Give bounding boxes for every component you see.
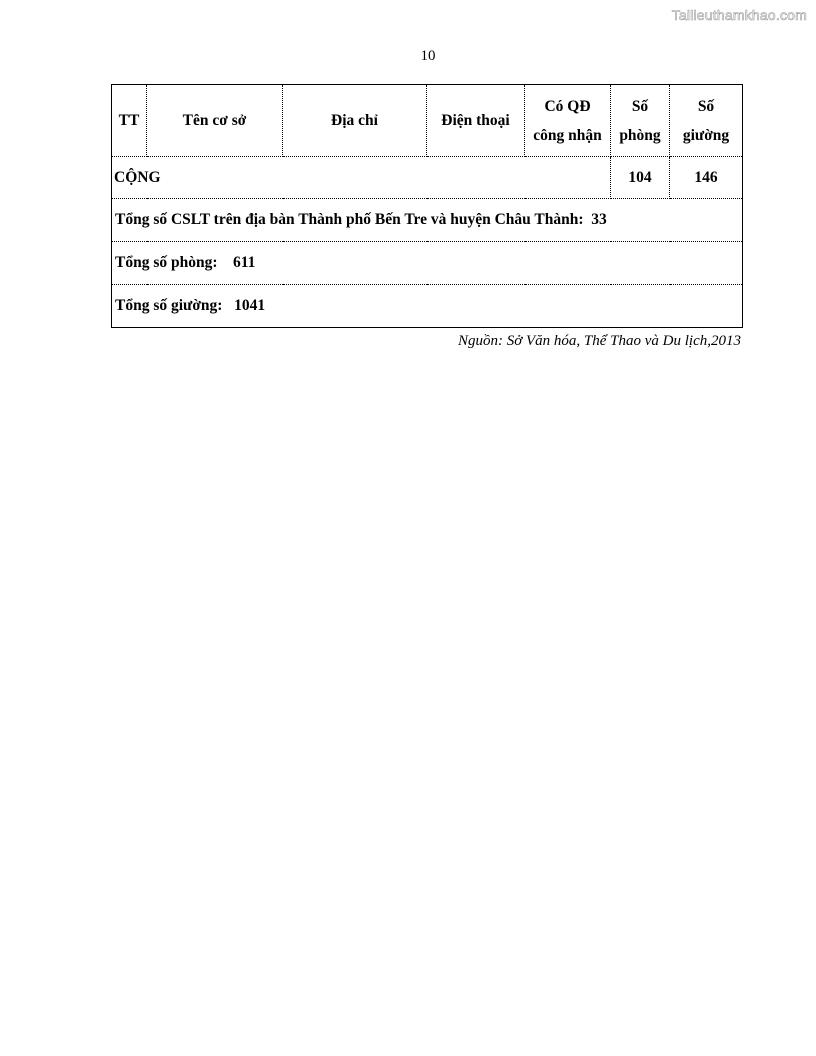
header-co-qd [525,85,611,157]
header-so-giuong-line1: Số [697,97,715,115]
table-header-row [112,85,743,157]
header-dia-chi: Địa chỉ [283,85,427,157]
summary-row-rooms [112,242,743,285]
header-co-qd-line1: Có QĐ [544,97,591,115]
total-beds: 146 [670,157,743,199]
header-so-phong-line1: Số [631,97,649,115]
header-tt: TT [112,85,147,157]
summary-rooms: Tổng số phòng: 611 [112,242,743,285]
page-number: 10 [420,48,436,64]
watermark: Tailieuthamkhao.com [671,7,807,23]
summary-row-cslt [112,199,743,242]
header-so-giuong-line2: giường [682,126,730,144]
summary-row-beds [112,285,743,328]
header-ten-co-so: Tên cơ sở [147,85,283,157]
total-rooms: 104 [611,157,670,199]
header-co-qd-line2: công nhận [533,126,602,144]
header-so-giuong [670,85,743,157]
summary-beds: Tổng số giường: 1041 [112,285,743,328]
header-dien-thoai: Điện thoại [427,85,525,157]
header-so-phong-line2: phòng [619,126,661,144]
summary-cslt: Tổng số CSLT trên địa bàn Thành phố Bến Tre và huyện Châu Thành: 33 [112,199,743,242]
accommodation-table [111,84,743,328]
total-label: CỘNG [112,157,611,199]
source-note: Nguồn: Sở Văn hóa, Thể Thao và Du lịch,2013 [458,333,741,349]
header-so-phong [611,85,670,157]
total-row [112,157,743,199]
